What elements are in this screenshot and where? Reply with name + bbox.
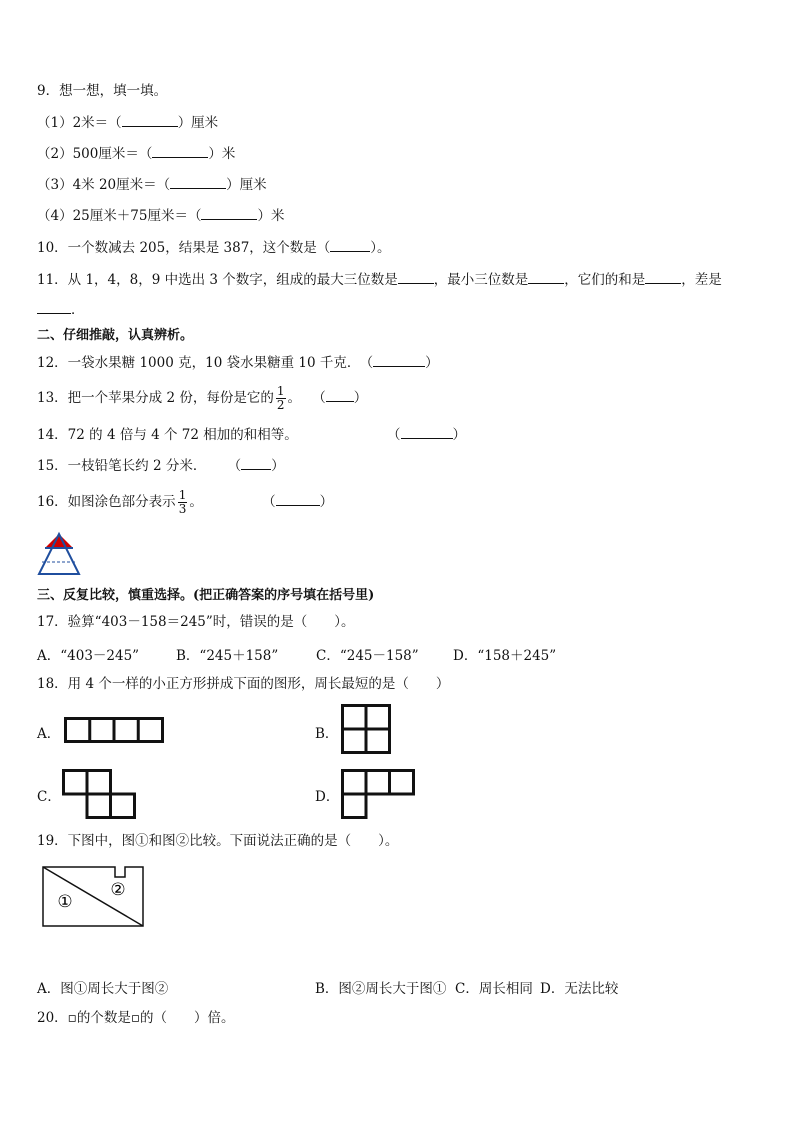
q9-title: 9．想一想，填一填。 — [37, 83, 168, 99]
region-1-label: ① — [57, 892, 73, 912]
answer-blank[interactable] — [330, 238, 370, 252]
q9-item-2: （2）500厘米＝（ ）米 — [37, 146, 236, 162]
answer-blank[interactable] — [201, 206, 257, 220]
answer-blank[interactable] — [398, 270, 434, 284]
z-shape-squares-figure — [62, 769, 136, 819]
q18-option-b[interactable]: B． — [315, 726, 339, 742]
q10: 10．一个数减去 205，结果是 387，这个数是（ ）。 — [37, 240, 391, 256]
q19-option-c[interactable]: C．周长相同 — [455, 981, 533, 997]
four-squares-row-figure — [64, 717, 164, 743]
q17-option-a[interactable]: A．“403－245” — [37, 648, 140, 664]
q17-option-c[interactable]: C．“245－158” — [316, 648, 419, 664]
fraction-one-half: $\frac{1}{2}$ — [276, 384, 285, 412]
q19-option-d[interactable]: D．无法比较 — [540, 981, 619, 997]
q19-option-b[interactable]: B．图②周长大于图① — [315, 981, 447, 997]
answer-blank[interactable] — [241, 456, 271, 470]
q9-item-4: （4）25厘米＋75厘米＝（ ）米 — [37, 208, 285, 224]
q18: 18．用 4 个一样的小正方形拼成下面的图形，周长最短的是（ ） — [37, 676, 450, 692]
answer-blank[interactable] — [373, 353, 425, 367]
q15: 15．一枝铅笔长约 2 分米． （ ） — [37, 458, 285, 474]
rectangle-divided-figure — [42, 866, 144, 927]
q12: 12．一袋水果糖 1000 克，10 袋水果糖重 10 千克． （ ） — [37, 355, 439, 371]
two-by-two-square-figure — [341, 704, 391, 754]
q20: 20．▫的个数是▫的（ ）倍。 — [37, 1010, 235, 1026]
q19-option-a[interactable]: A．图①周长大于图② — [37, 981, 169, 997]
answer-blank[interactable] — [122, 113, 178, 127]
q19: 19．下图中，图①和图②比较。下面说法正确的是（ ）。 — [37, 833, 399, 849]
answer-blank[interactable] — [276, 492, 320, 506]
q11-line-2: ． — [37, 300, 85, 320]
section-2-heading: 二、仔细推敲，认真辨析。 — [37, 328, 194, 343]
answer-blank[interactable] — [528, 270, 564, 284]
q9-item-3: （3）4米 20厘米＝（ ）厘米 — [37, 177, 267, 193]
answer-blank[interactable] — [152, 144, 208, 158]
answer-blank[interactable] — [645, 270, 681, 284]
q16: 16．如图涂色部分表示 $\frac{1}{3}$ 。 （ ） — [37, 488, 334, 516]
region-2-label: ② — [110, 880, 126, 900]
answer-blank[interactable] — [37, 300, 71, 314]
answer-blank[interactable] — [401, 425, 453, 439]
q17-option-b[interactable]: B．“245＋158” — [176, 648, 279, 664]
q18-option-d[interactable]: D． — [315, 789, 340, 805]
section-3-heading: 三、反复比较，慎重选择。(把正确答案的序号填在括号里) — [37, 588, 375, 603]
l-shape-squares-figure — [341, 769, 415, 819]
q14: 14．72 的 4 倍与 4 个 72 相加的和相等。 （ ） — [37, 427, 467, 443]
fraction-one-third: $\frac{1}{3}$ — [178, 488, 187, 516]
shaded-trapezoid-figure — [37, 532, 81, 576]
q9-item-1: （1）2米＝（ ）厘米 — [37, 115, 219, 131]
q13: 13．把一个苹果分成 2 份，每份是它的 $\frac{1}{2}$ 。 （ ） — [37, 384, 368, 412]
q18-option-a[interactable]: A． — [37, 726, 61, 742]
q18-option-c[interactable]: C． — [37, 789, 61, 805]
answer-blank[interactable] — [170, 175, 226, 189]
q17-option-d[interactable]: D．“158＋245” — [453, 648, 557, 664]
answer-blank[interactable] — [326, 388, 354, 402]
q17: 17．验算“403－158＝245”时，错误的是（ ）。 — [37, 614, 355, 630]
q11-line-1: 11．从 1，4，8，9 中选出 3 个数字，组成的最大三位数是 ，最小三位数是 ，它们的和是 ，差是 — [37, 272, 722, 288]
